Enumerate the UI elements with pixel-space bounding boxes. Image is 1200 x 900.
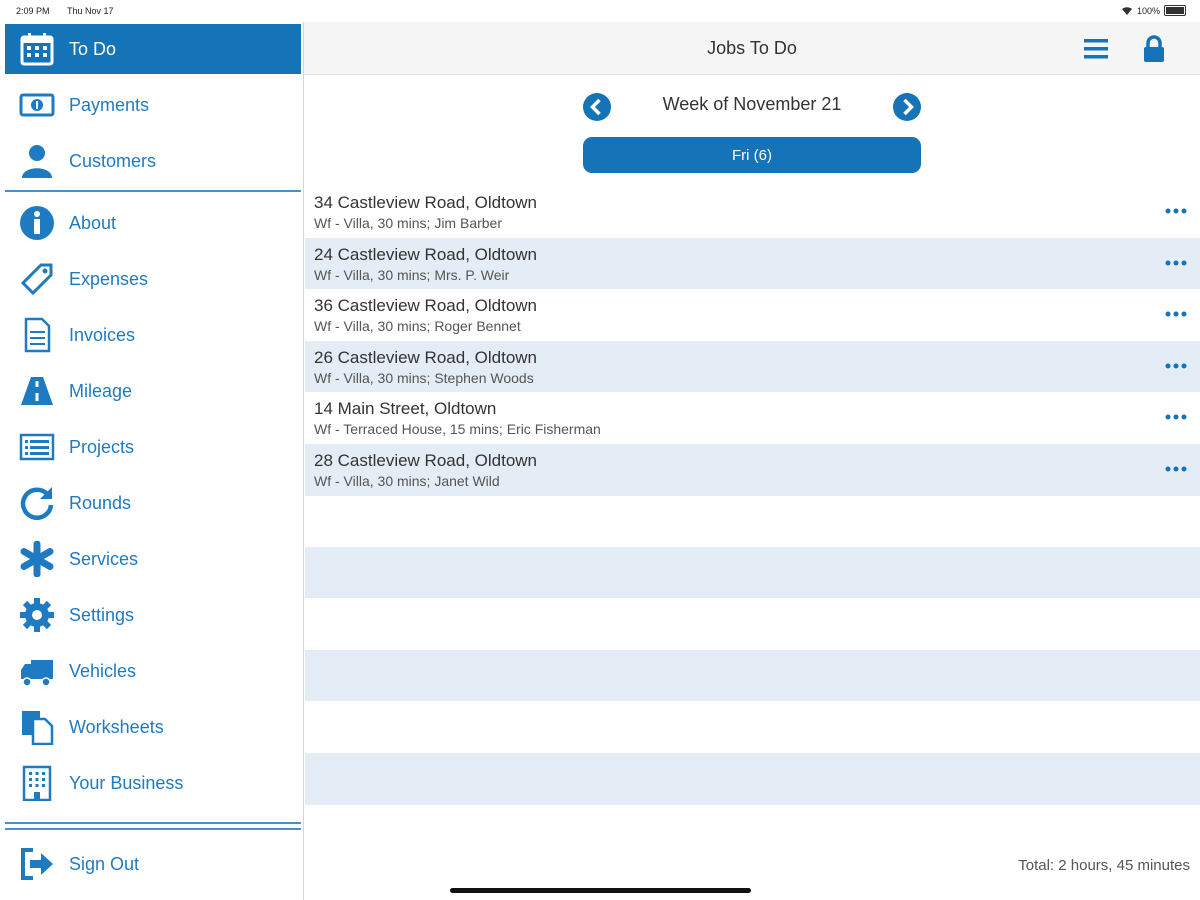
job-row[interactable]	[305, 238, 1200, 290]
sidebar-item-customers[interactable]	[5, 136, 301, 186]
sidebar-item-to-do[interactable]	[5, 24, 301, 74]
more-icon[interactable]	[1164, 303, 1188, 325]
list-icon	[17, 427, 57, 467]
home-indicator[interactable]	[450, 888, 751, 893]
sidebar-divider	[5, 828, 301, 830]
sidebar-item-rounds[interactable]	[5, 478, 301, 528]
job-details: Wf - Villa, 30 mins; Mrs. P. Weir	[314, 266, 510, 283]
job-row[interactable]	[305, 341, 1200, 393]
sidebar-item-sign-out[interactable]	[5, 839, 301, 889]
sidebar-item-services[interactable]	[5, 534, 301, 584]
job-row[interactable]	[305, 444, 1200, 496]
sidebar-item-label: Payments	[69, 94, 150, 115]
sidebar-item-vehicles[interactable]	[5, 646, 301, 696]
job-address: 24 Castleview Road, Oldtown	[314, 244, 538, 264]
sidebar-item-projects[interactable]	[5, 422, 301, 472]
sidebar-item-label: Vehicles	[69, 660, 137, 681]
jobs-list	[305, 186, 1200, 496]
more-icon[interactable]	[1164, 252, 1188, 274]
building-icon	[17, 763, 57, 803]
sidebar-item-payments[interactable]	[5, 80, 301, 130]
job-details: Wf - Terraced House, 15 mins; Eric Fisherman	[314, 421, 601, 438]
week-selector	[304, 74, 1200, 134]
sidebar-item-label: Worksheets	[69, 716, 164, 737]
sign-out-icon	[17, 844, 57, 884]
more-icon[interactable]	[1164, 458, 1188, 480]
chevron-left-icon[interactable]	[582, 92, 612, 122]
sidebar-item-label: Rounds	[69, 492, 132, 513]
job-address: 34 Castleview Road, Oldtown	[314, 193, 538, 212]
empty-row	[305, 495, 1200, 547]
truck-icon	[17, 651, 57, 691]
sidebar-item-settings[interactable]	[5, 590, 301, 640]
job-address: 36 Castleview Road, Oldtown	[314, 296, 538, 316]
document-icon	[17, 315, 57, 355]
sidebar-item-your-business[interactable]	[5, 758, 301, 808]
job-details: Wf - Villa, 30 mins; Stephen Woods	[314, 369, 534, 386]
sidebar-item-label: To Do	[69, 38, 117, 59]
status-right	[1121, 5, 1186, 16]
nav-bar	[304, 22, 1200, 75]
day-button[interactable]: Fri (6)	[583, 137, 921, 173]
job-details: Wf - Villa, 30 mins; Janet Wild	[314, 472, 500, 489]
sidebar-item-label: Invoices	[69, 324, 136, 345]
empty-row	[305, 650, 1200, 702]
battery-percent: 100%	[1136, 5, 1160, 16]
sidebar-item-label: Mileage	[69, 380, 133, 401]
sidebar	[0, 22, 304, 900]
sidebar-item-label: Customers	[69, 150, 157, 171]
info-icon	[17, 203, 57, 243]
sidebar-divider	[5, 822, 301, 824]
empty-row	[305, 598, 1200, 650]
sidebar-item-label: Services	[69, 548, 139, 569]
calendar-icon	[17, 29, 57, 69]
more-icon[interactable]	[1164, 406, 1188, 428]
gear-icon	[17, 595, 57, 635]
job-address: 26 Castleview Road, Oldtown	[314, 347, 538, 367]
wifi-icon	[1121, 6, 1133, 16]
sidebar-item-label: Sign Out	[69, 853, 140, 874]
status-bar	[0, 0, 1200, 22]
week-label: Week of November 21	[662, 94, 842, 114]
sidebar-item-label: Settings	[69, 604, 135, 625]
tag-icon	[17, 259, 57, 299]
road-icon	[17, 371, 57, 411]
empty-row	[305, 547, 1200, 599]
job-address: 28 Castleview Road, Oldtown	[314, 450, 538, 470]
total-label: Total: 2 hours, 45 minutes	[1018, 857, 1190, 874]
lock-icon[interactable]	[1140, 34, 1168, 64]
sidebar-item-mileage[interactable]	[5, 366, 301, 416]
job-row[interactable]	[305, 392, 1200, 444]
sidebar-item-label: Expenses	[69, 268, 149, 289]
more-icon[interactable]	[1164, 200, 1188, 222]
sidebar-item-label: Your Business	[69, 772, 184, 793]
status-date: Thu Nov 17	[67, 6, 114, 16]
sidebar-item-about[interactable]	[5, 198, 301, 248]
battery-icon	[1164, 5, 1186, 16]
job-details: Wf - Villa, 30 mins; Roger Bennet	[314, 318, 521, 335]
job-row[interactable]	[305, 289, 1200, 341]
copy-icon	[17, 707, 57, 747]
chevron-right-icon[interactable]	[892, 92, 922, 122]
empty-row	[305, 753, 1200, 805]
sidebar-divider	[5, 190, 301, 192]
job-address: 14 Main Street, Oldtown	[314, 399, 497, 419]
sidebar-item-expenses[interactable]	[5, 254, 301, 304]
page-title: Jobs To Do	[707, 38, 797, 58]
job-row[interactable]	[305, 186, 1200, 238]
more-icon[interactable]	[1164, 355, 1188, 377]
refresh-icon	[17, 483, 57, 523]
asterisk-icon	[17, 539, 57, 579]
sidebar-item-worksheets[interactable]	[5, 702, 301, 752]
empty-row	[305, 701, 1200, 753]
sidebar-item-label: About	[69, 212, 117, 233]
sidebar-item-invoices[interactable]	[5, 310, 301, 360]
empty-rows	[305, 495, 1200, 805]
payment-icon	[17, 85, 57, 125]
sidebar-item-label: Projects	[69, 436, 135, 457]
menu-icon[interactable]	[1082, 36, 1110, 62]
job-details: Wf - Villa, 30 mins; Jim Barber	[314, 215, 503, 231]
person-icon	[17, 141, 57, 181]
status-time: 2:09 PM	[16, 6, 50, 16]
